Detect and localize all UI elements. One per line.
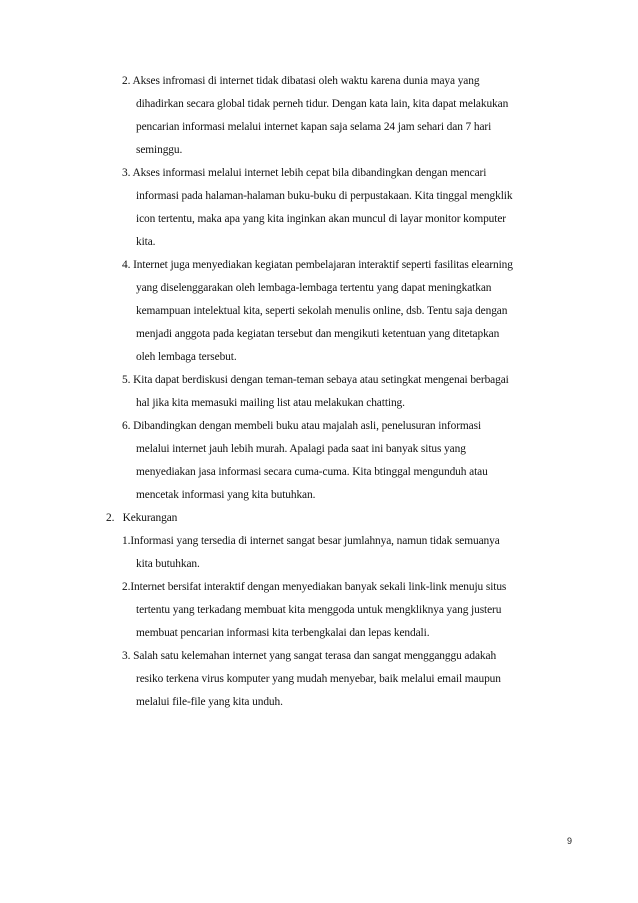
text-line: dihadirkan secara global tidak perneh tidur. Dengan kata lain, kita dapat melakukan — [136, 98, 509, 110]
text-line: melalui internet jauh lebih murah. Apalagi pada saat ini banyak situs yang — [136, 443, 466, 455]
text-line: 1.Informasi yang tersedia di internet sangat besar jumlahnya, namun tidak semuanya — [122, 535, 500, 547]
text-line: kemampuan intelektual kita, seperti sekolah menulis online, dsb. Tentu saja dengan — [136, 305, 508, 317]
text-line: resiko terkena virus komputer yang mudah menyebar, baik melalui email maupun — [136, 673, 501, 685]
text-line: tertentu yang terkadang membuat kita menggoda untuk mengkliknya yang justeru — [136, 604, 502, 616]
text-line: hal jika kita memasuki mailing list atau melakukan chatting. — [136, 397, 405, 409]
text-line: icon tertentu, maka apa yang kita inginkan akan muncul di layar monitor komputer — [136, 213, 506, 225]
text-line: seminggu. — [136, 144, 183, 156]
text-line: membuat pencarian informasi kita terbengkalai dan lepas kendali. — [136, 627, 430, 639]
text-line: kita. — [136, 236, 156, 248]
text-line: oleh lembaga tersebut. — [136, 351, 237, 363]
text-line: melalui file-file yang kita unduh. — [136, 696, 283, 708]
text-line: 2.Internet bersifat interaktif dengan menyediakan banyak sekali link-link menuju situs — [122, 581, 507, 593]
section-heading: 2. Kekurangan — [106, 512, 178, 524]
text-line: kita butuhkan. — [136, 558, 200, 570]
text-line: 3. Akses informasi melalui internet lebih cepat bila dibandingkan dengan mencari — [122, 167, 487, 179]
text-line: yang diselenggarakan oleh lembaga-lembaga tertentu yang dapat meningkatkan — [136, 282, 492, 294]
text-line: mencetak informasi yang kita butuhkan. — [136, 489, 316, 501]
text-line: 4. Internet juga menyediakan kegiatan pembelajaran interaktif seperti fasilitas elearning — [122, 259, 513, 271]
text-line: informasi pada halaman-halaman buku-buku di perpustakaan. Kita tinggal mengklik — [136, 190, 513, 202]
text-line: 5. Kita dapat berdiskusi dengan teman-teman sebaya atau setingkat mengenai berbagai — [122, 374, 509, 386]
text-line: 3. Salah satu kelemahan internet yang sangat terasa dan sangat mengganggu adakah — [122, 650, 497, 662]
text-line: menjadi anggota pada kegiatan tersebut dan mengikuti ketentuan yang ditetapkan — [136, 328, 500, 340]
page-number: 9 — [567, 836, 573, 846]
text-line: 6. Dibandingkan dengan membeli buku atau majalah asli, penelusuran informasi — [122, 420, 482, 432]
text-line: pencarian informasi melalui internet kapan saja selama 24 jam sehari dan 7 hari — [136, 121, 492, 133]
text-line: 2. Akses infromasi di internet tidak dibatasi oleh waktu karena dunia maya yang — [122, 75, 480, 87]
text-line: menyediakan jasa informasi secara cuma-cuma. Kita btinggal mengunduh atau — [136, 466, 488, 478]
